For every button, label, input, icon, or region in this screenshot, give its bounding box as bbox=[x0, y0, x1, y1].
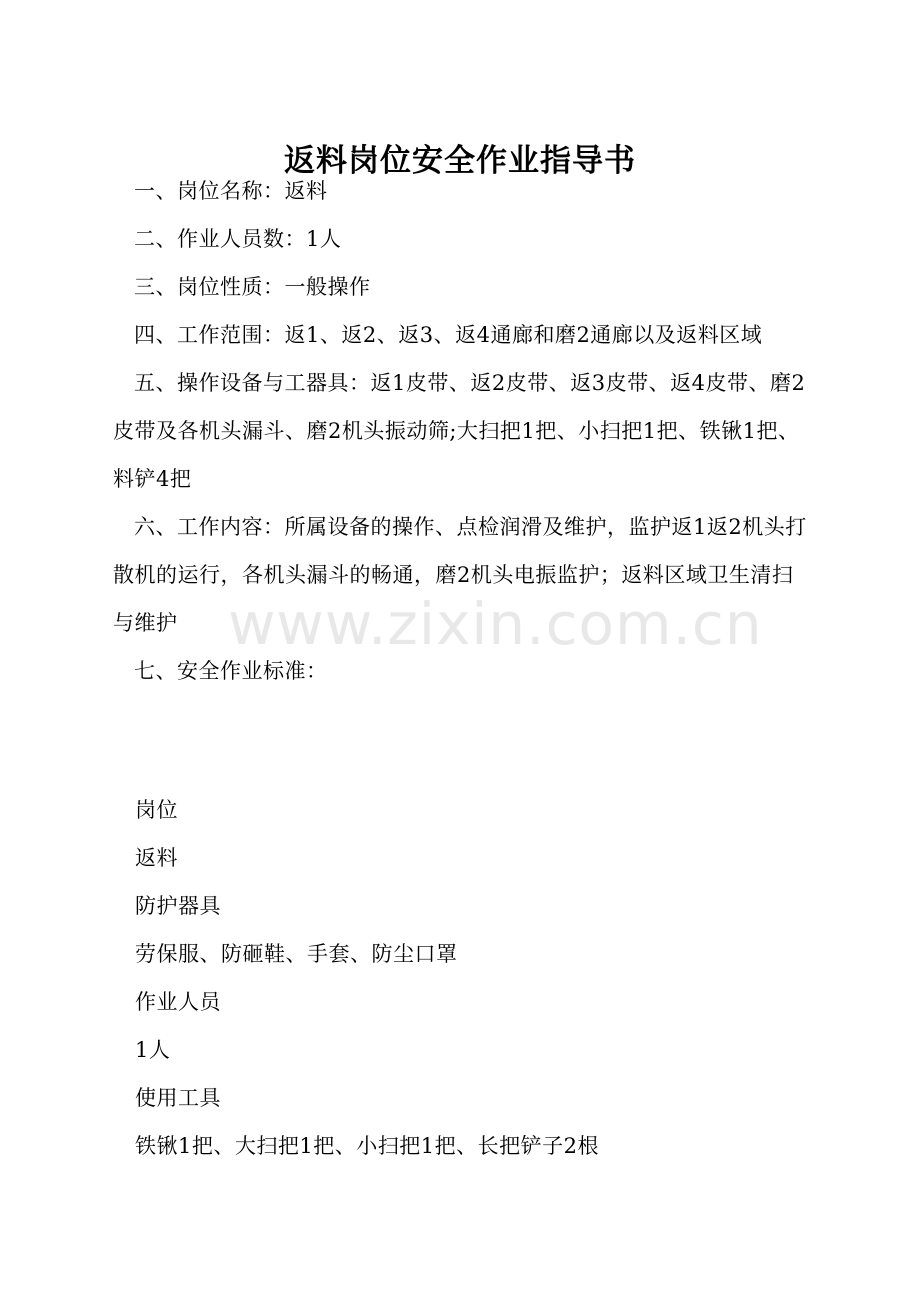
table-value-protective-gear: 劳保服、防砸鞋、手套、防尘口罩 bbox=[135, 942, 458, 966]
document-title: 返料岗位安全作业指导书 bbox=[284, 142, 636, 179]
watermark: www.zixin.com.cn bbox=[228, 590, 763, 658]
table-value-post: 返料 bbox=[135, 846, 178, 870]
section-list bbox=[113, 167, 813, 695]
section-safety-standard: 七、安全作业标准： bbox=[134, 659, 328, 683]
safety-table bbox=[135, 786, 815, 1170]
table-label-post: 岗位 bbox=[135, 798, 178, 822]
section-work-content: 六、工作内容：所属设备的操作、点检润滑及维护，监护返1返2机头打散机的运行，各机头漏斗的畅通，磨2机头电振监护；返料区域卫生清扫与维护 bbox=[113, 515, 807, 635]
section-post-nature: 三、岗位性质：一般操作 bbox=[134, 275, 371, 299]
table-label-staff: 作业人员 bbox=[135, 990, 221, 1014]
table-label-protective-gear: 防护器具 bbox=[135, 894, 221, 918]
section-post-name: 一、岗位名称：返料 bbox=[134, 179, 328, 203]
table-value-staff: 1人 bbox=[135, 1038, 171, 1062]
section-work-scope: 四、工作范围：返1、返2、返3、返4通廊和磨2通廊以及返料区域 bbox=[134, 323, 763, 347]
section-staff-count: 二、作业人员数：1人 bbox=[134, 227, 342, 251]
table-label-tools: 使用工具 bbox=[135, 1086, 221, 1110]
section-equipment-tools: 五、操作设备与工器具：返1皮带、返2皮带、返3皮带、返4皮带、磨2皮带及各机头漏斗、磨2机头振动筛;大扫把1把、小扫把1把、铁锹1把、料铲4把 bbox=[113, 371, 806, 491]
table-value-tools: 铁锹1把、大扫把1把、小扫把1把、长把铲子2根 bbox=[135, 1134, 599, 1158]
